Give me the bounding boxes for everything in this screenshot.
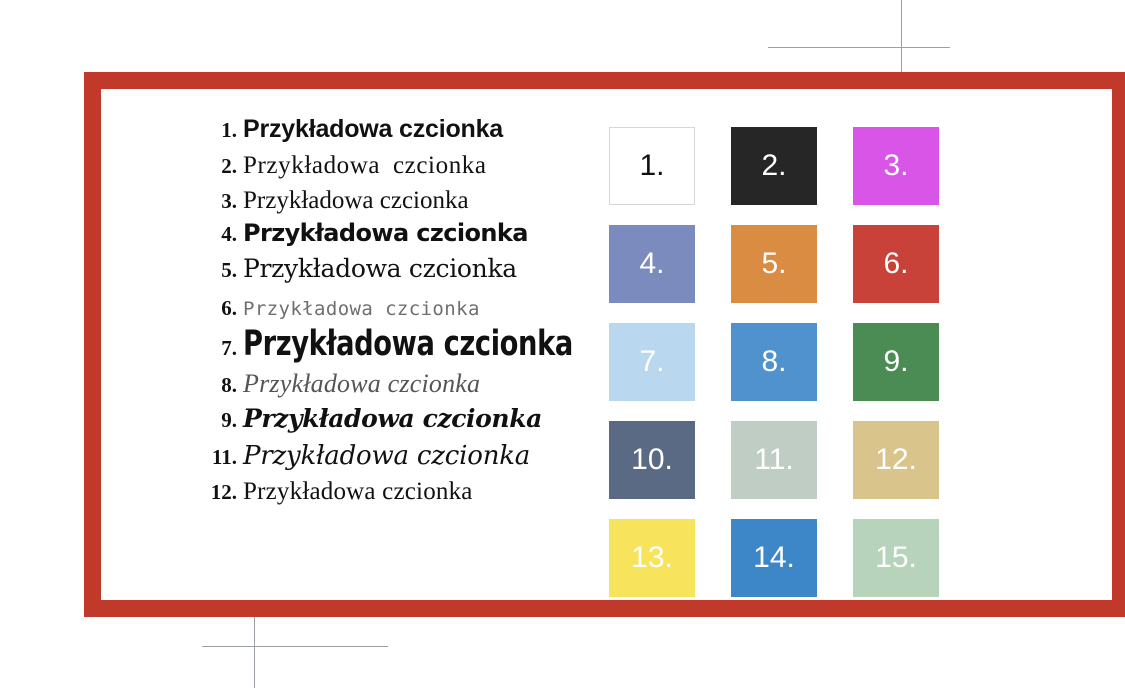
crop-mark-bottom-horizontal (202, 646, 388, 647)
font-sample-text: Przykładowa czcionka (243, 404, 542, 433)
font-sample-number: 1. (221, 118, 237, 142)
list-item (197, 256, 601, 283)
list-item (197, 296, 601, 321)
color-swatch-label: 6. (883, 247, 909, 280)
color-swatch[interactable] (853, 127, 939, 205)
font-sample-number: 8. (221, 373, 237, 397)
font-sample-number: 7. (221, 336, 237, 360)
font-sample-text: Przykładowa czcionka (243, 254, 517, 283)
color-swatch-label: 8. (761, 345, 787, 378)
list-item (197, 443, 601, 470)
color-swatch[interactable] (731, 225, 817, 303)
color-swatch[interactable] (609, 127, 695, 205)
color-swatch[interactable] (853, 421, 939, 499)
color-swatch[interactable] (731, 323, 817, 401)
list-item (197, 117, 601, 143)
color-swatch[interactable] (853, 519, 939, 597)
color-swatch-label: 9. (883, 345, 909, 378)
font-sample-text: Przykładowa czcionka (243, 187, 469, 214)
crop-mark-bottom-vertical (254, 610, 255, 688)
font-sample-list (101, 89, 601, 600)
color-swatch[interactable] (731, 421, 817, 499)
font-sample-text: Przykładowa czcionka (243, 324, 573, 364)
color-swatch-label: 12. (875, 443, 917, 476)
color-swatch-grid (609, 127, 1112, 597)
color-swatch[interactable] (609, 421, 695, 499)
panel-content (101, 89, 1112, 600)
font-sample-text: Przykładowa czcionka (243, 152, 487, 179)
color-swatch[interactable] (853, 323, 939, 401)
color-swatch-label: 7. (639, 345, 665, 378)
list-item (197, 479, 601, 505)
font-sample-number: 12. (210, 480, 237, 504)
color-swatch-label: 4. (639, 247, 665, 280)
color-swatch-label: 2. (761, 149, 787, 182)
list-item (197, 324, 601, 364)
font-sample-number: 5. (221, 258, 237, 282)
font-sample-text: Przykładowa czcionka (243, 441, 531, 471)
font-sample-number: 3. (221, 189, 237, 213)
list-item (197, 371, 601, 398)
list-item (197, 188, 601, 214)
color-swatch-label: 14. (753, 541, 795, 574)
list-item (197, 153, 601, 179)
color-swatch-label: 15. (875, 541, 917, 574)
color-swatch[interactable] (609, 519, 695, 597)
color-swatch[interactable] (609, 323, 695, 401)
font-sample-text: Przykładowa czcionka (243, 115, 504, 143)
color-swatch-label: 10. (631, 443, 673, 476)
color-swatch-label: 5. (761, 247, 787, 280)
crop-mark-top-horizontal (768, 47, 950, 48)
font-sample-number: 9. (221, 408, 237, 432)
color-swatch-area (601, 89, 1112, 600)
font-sample-number: 6. (221, 296, 237, 320)
color-swatch[interactable] (609, 225, 695, 303)
color-swatch[interactable] (853, 225, 939, 303)
color-swatch-label: 11. (754, 443, 794, 476)
font-sample-text: Przykładowa czcionka (243, 478, 473, 505)
font-sample-number: 11. (211, 445, 237, 469)
font-sample-number: 4. (221, 222, 237, 246)
font-sample-text: Przykładowa czcionka (243, 369, 481, 398)
font-sample-number: 2. (221, 154, 237, 178)
color-swatch-label: 1. (639, 149, 665, 182)
font-sample-text: Przykładowa czcionka (243, 219, 528, 247)
list-item (197, 406, 601, 433)
color-swatch-label: 3. (883, 149, 909, 182)
list-item (197, 221, 601, 247)
color-swatch[interactable] (731, 127, 817, 205)
color-swatch-label: 13. (631, 541, 673, 574)
font-sample-text: Przykładowa czcionka (243, 298, 480, 320)
color-swatch[interactable] (731, 519, 817, 597)
sample-panel (84, 72, 1125, 617)
